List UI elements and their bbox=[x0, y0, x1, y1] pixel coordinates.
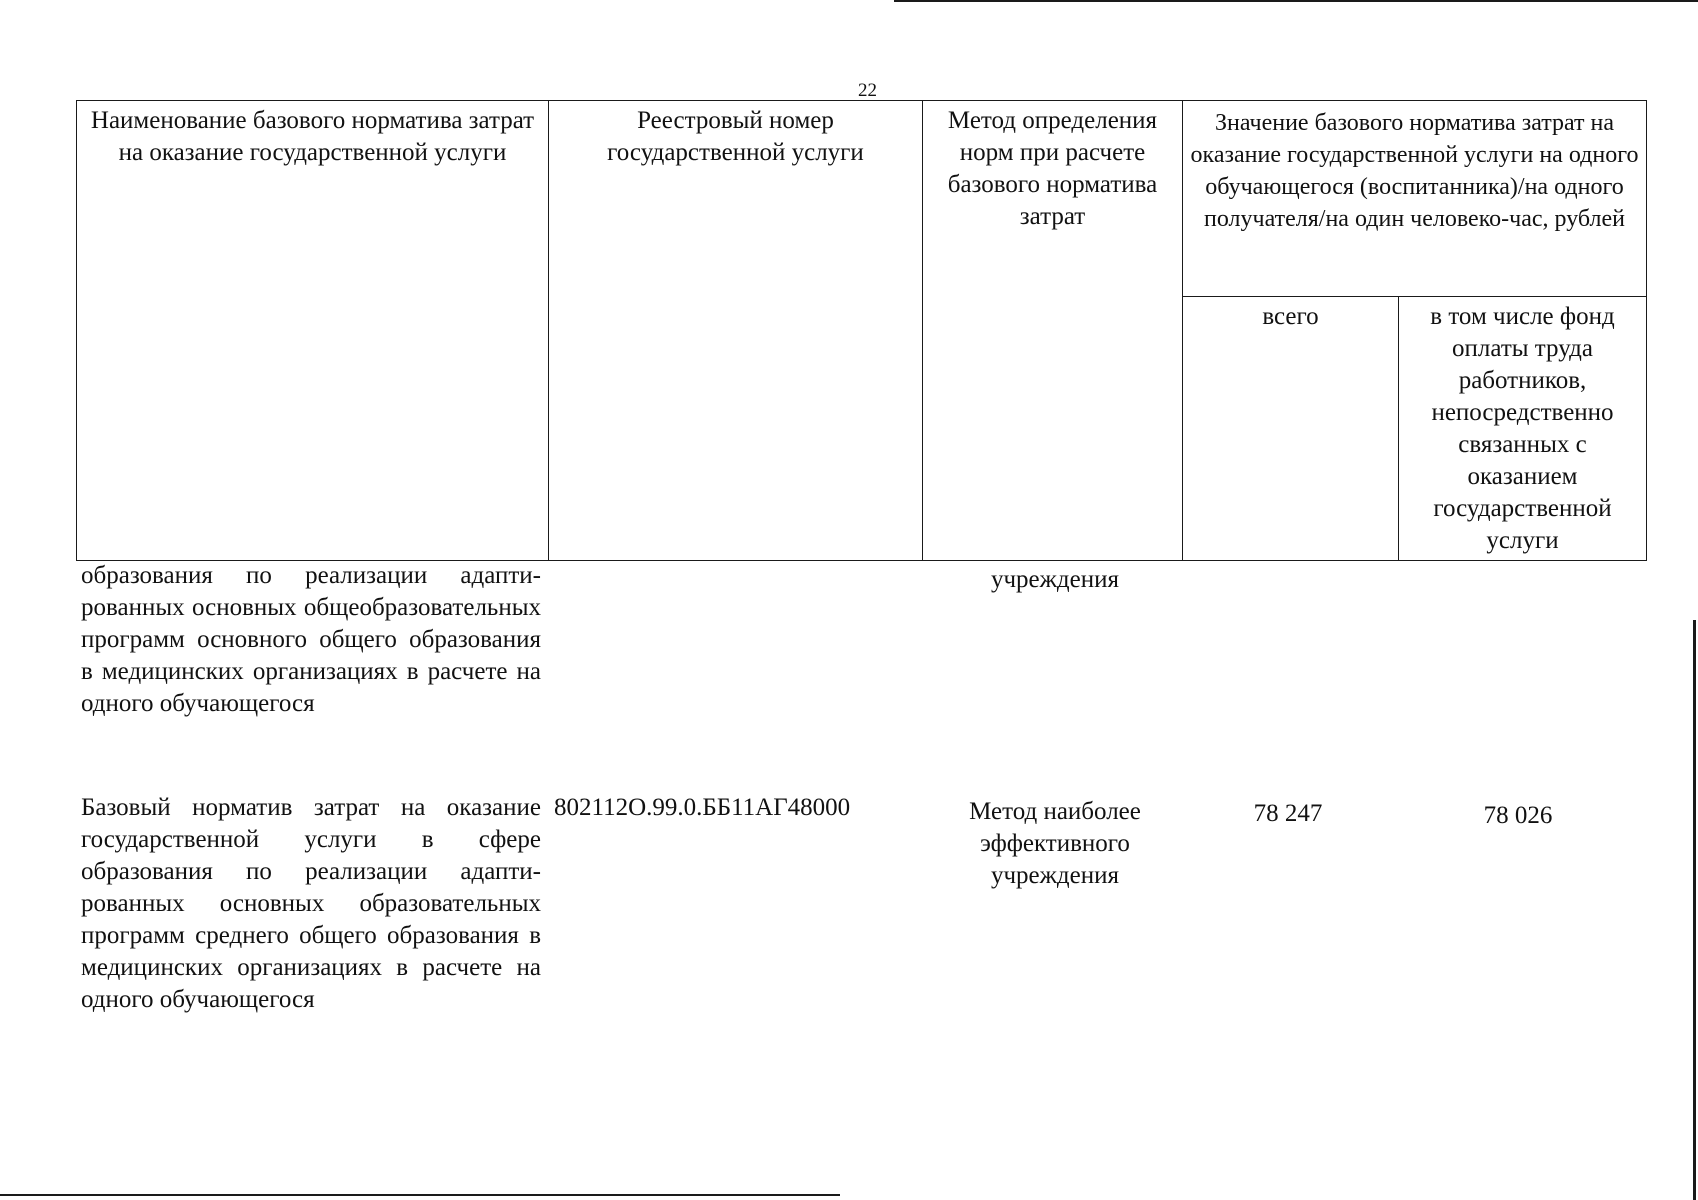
header-name: Наименование базового норматива затрат на оказание государственной услуги bbox=[77, 101, 549, 561]
scan-edge-top bbox=[894, 0, 1698, 2]
scan-edge-right bbox=[1693, 620, 1696, 1200]
header-total: всего bbox=[1183, 297, 1399, 561]
header-method: Метод определения норм при расчете базового норматива затрат bbox=[923, 101, 1183, 561]
row-registry-number: 802112О.99.0.ББ11АГ48000 bbox=[554, 794, 851, 821]
header-registry-number: Реестровый номер государственной услуги bbox=[549, 101, 923, 561]
row-payroll: 78 026 bbox=[1483, 802, 1553, 829]
table-header bbox=[76, 100, 1647, 561]
row-total: 78 247 bbox=[1253, 800, 1323, 827]
continued-row-name: образования по реализации адаптированных основных общеобразовательных программ основного общего образования в медицинских организациях в расчете на одного обучающегося bbox=[81, 562, 541, 717]
row-name: Базовый норматив затрат на оказание государственной услуги в сфере образования по реализации адаптированных основных образовательных программ среднего общего образования в медицинских организациях в расчете на одного обучающегося bbox=[81, 794, 541, 1013]
continued-row-method: учреждения bbox=[990, 566, 1119, 593]
header-payroll: в том числе фонд оплаты труда работников, непосредственно связанных с оказанием государственной услуги bbox=[1399, 297, 1647, 561]
row-method: Метод наиболее эффективного учреждения bbox=[969, 798, 1141, 889]
header-value-group: Значение базового норматива затрат на оказание государственной услуги на одного обучающегося (воспитанника)/на одного получателя/на один человеко-час, рублей bbox=[1183, 101, 1647, 297]
page-number: 22 bbox=[858, 80, 877, 101]
scan-edge-bottom bbox=[0, 1194, 840, 1196]
